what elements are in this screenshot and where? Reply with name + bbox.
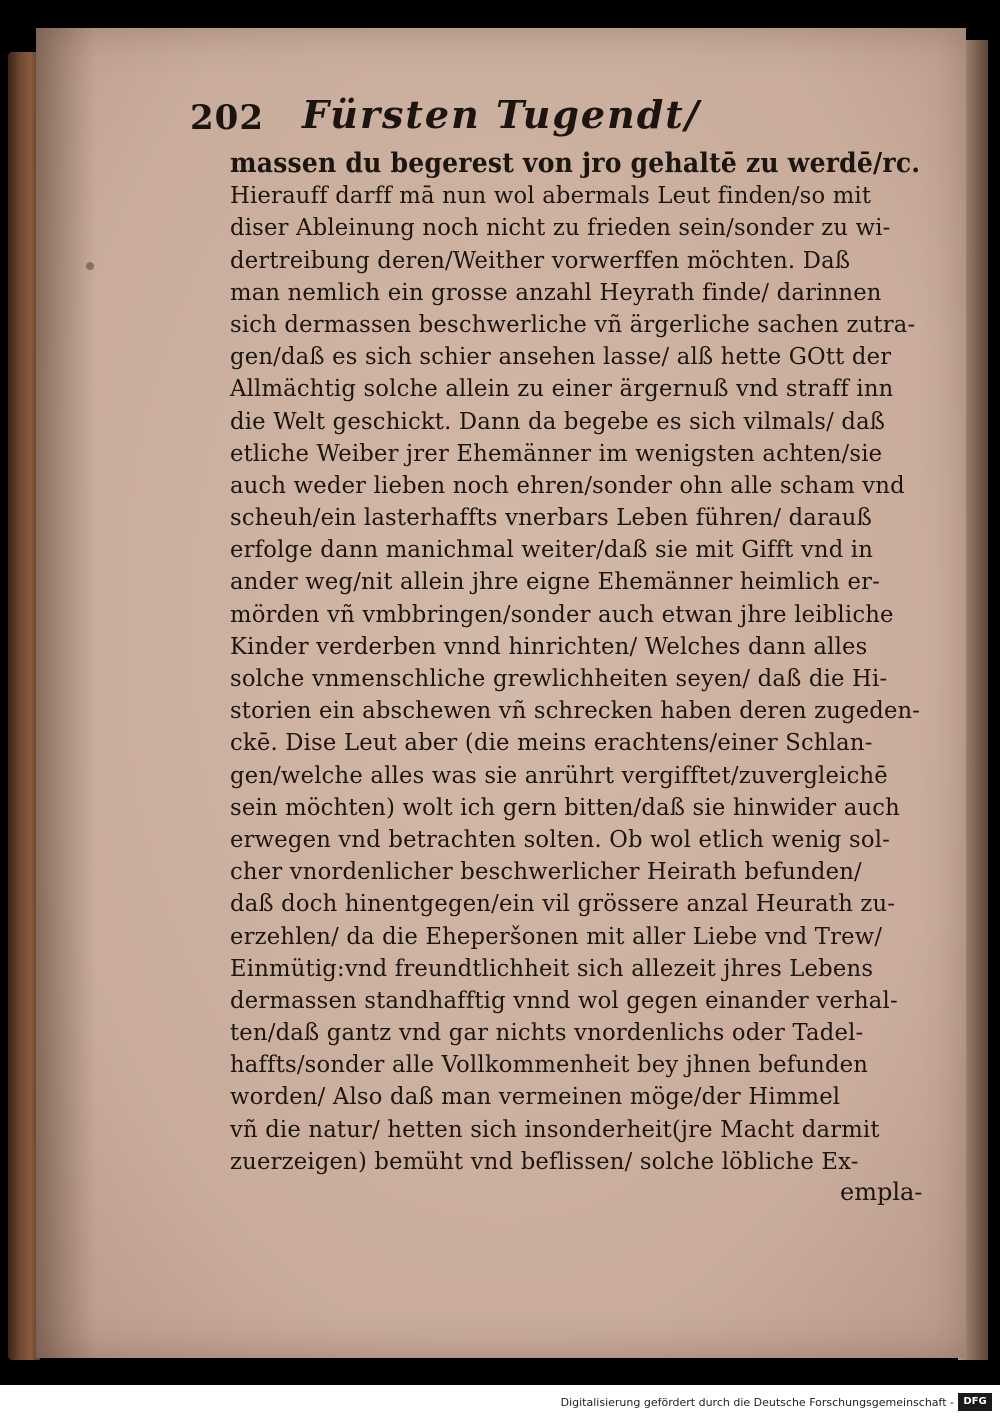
margin-mark: [86, 262, 94, 270]
body-text: [230, 148, 930, 1178]
text-line: gen/daß es sich schier ansehen lasse/ alß hette GOtt der: [230, 344, 892, 371]
dfg-logo[interactable]: DFG: [958, 1393, 992, 1411]
running-head: [190, 90, 750, 146]
text-line: vñ die natur/ hetten sich insonderheit(jre Macht darmit: [230, 1116, 880, 1143]
text-line: ckē. Dise Leut aber (die meins erachtens/einer Schlan-: [230, 730, 873, 757]
text-line: erzehlen/ da die Eheperšonen mit aller Liebe vnd Trew/: [230, 923, 883, 950]
text-line: Hierauff darff mā nun wol abermals Leut finden/so mit: [230, 183, 872, 210]
text-line: mörden vñ vmbbringen/sonder auch etwan jhre leibliche: [230, 601, 894, 628]
text-line: erfolge dann manichmal weiter/daß sie mit Gifft vnd in: [230, 537, 874, 564]
text-line: ander weg/nit allein jhre eigne Ehemänner heimlich er-: [230, 569, 881, 596]
text-line: auch weder lieben noch ehren/sonder ohn alle scham vnd: [230, 472, 905, 499]
footer-bar: [0, 1385, 1000, 1423]
page-number: 202: [190, 98, 264, 138]
text-line: man nemlich ein grosse anzahl Heyrath finde/ darinnen: [230, 279, 882, 306]
text-line: ten/daß gantz vnd gar nichts vnordenlichs oder Tadel-: [230, 1020, 864, 1047]
text-line: gen/welche alles was sie anrührt vergifftet/zuvergleichē: [230, 762, 888, 789]
running-title: Fürsten Tugendt/: [302, 92, 701, 137]
text-line: cher vnordenlicher beschwerlicher Heirath befunden/: [230, 859, 862, 886]
text-line: solche vnmenschliche grewlichheiten seyen/ daß die Hi-: [230, 666, 888, 692]
text-line: sich dermassen beschwerliche vñ ärgerliche sachen zutra-: [230, 311, 916, 338]
text-line: Kinder verderben vnnd hinrichten/ Welches dann alles: [230, 633, 868, 660]
text-line: scheuh/ein lasterhaffts vnerbars Leben führen/ darauß: [230, 505, 872, 532]
text-line: dermassen standhafftig vnnd wol gegen einander verhal-: [230, 987, 898, 1014]
text-line: erwegen vnd betrachten solten. Ob wol etlich wenig sol-: [230, 826, 891, 853]
text-line: sein möchten) wolt ich gern bitten/daß sie hinwider auch: [230, 794, 900, 821]
funding-credit: Digitalisierung gefördert durch die Deutsche Forschungsgemeinschaft -: [560, 1396, 954, 1409]
text-line: worden/ Also daß man vermeinen möge/der Himmel: [230, 1084, 841, 1111]
catchword: empla-: [840, 1178, 923, 1206]
text-line: haffts/sonder alle Vollkommenheit bey jhnen befunden: [230, 1052, 869, 1079]
text-line: dertreibung deren/Weither vorwerffen möchten. Daß: [230, 247, 851, 274]
text-line: zuerzeigen) bemüht vnd beflissen/ solche löbliche Ex-: [230, 1148, 859, 1175]
text-line: massen du begerest von jro gehaltē zu werdē/rc.: [230, 148, 921, 179]
text-line: etliche Weiber jrer Ehemänner im wenigsten achten/sie: [230, 440, 883, 467]
text-line: diser Ableinung noch nicht zu frieden sein/sonder zu wi-: [230, 215, 891, 242]
gutter-shadow: [36, 28, 96, 1358]
text-line: storien ein abschewen vñ schrecken haben deren zugeden-: [230, 698, 921, 725]
text-line: Einmütig:vnd freundtlichheit sich allezeit jhres Lebens: [230, 955, 874, 982]
text-line: Allmächtig solche allein zu einer ärgernuß vnd straff inn: [230, 376, 894, 403]
text-line: die Welt geschickt. Dann da begebe es sich vilmals/ daß: [230, 408, 886, 435]
text-line: daß doch hinentgegen/ein vil grössere anzal Heurath zu-: [230, 891, 896, 918]
